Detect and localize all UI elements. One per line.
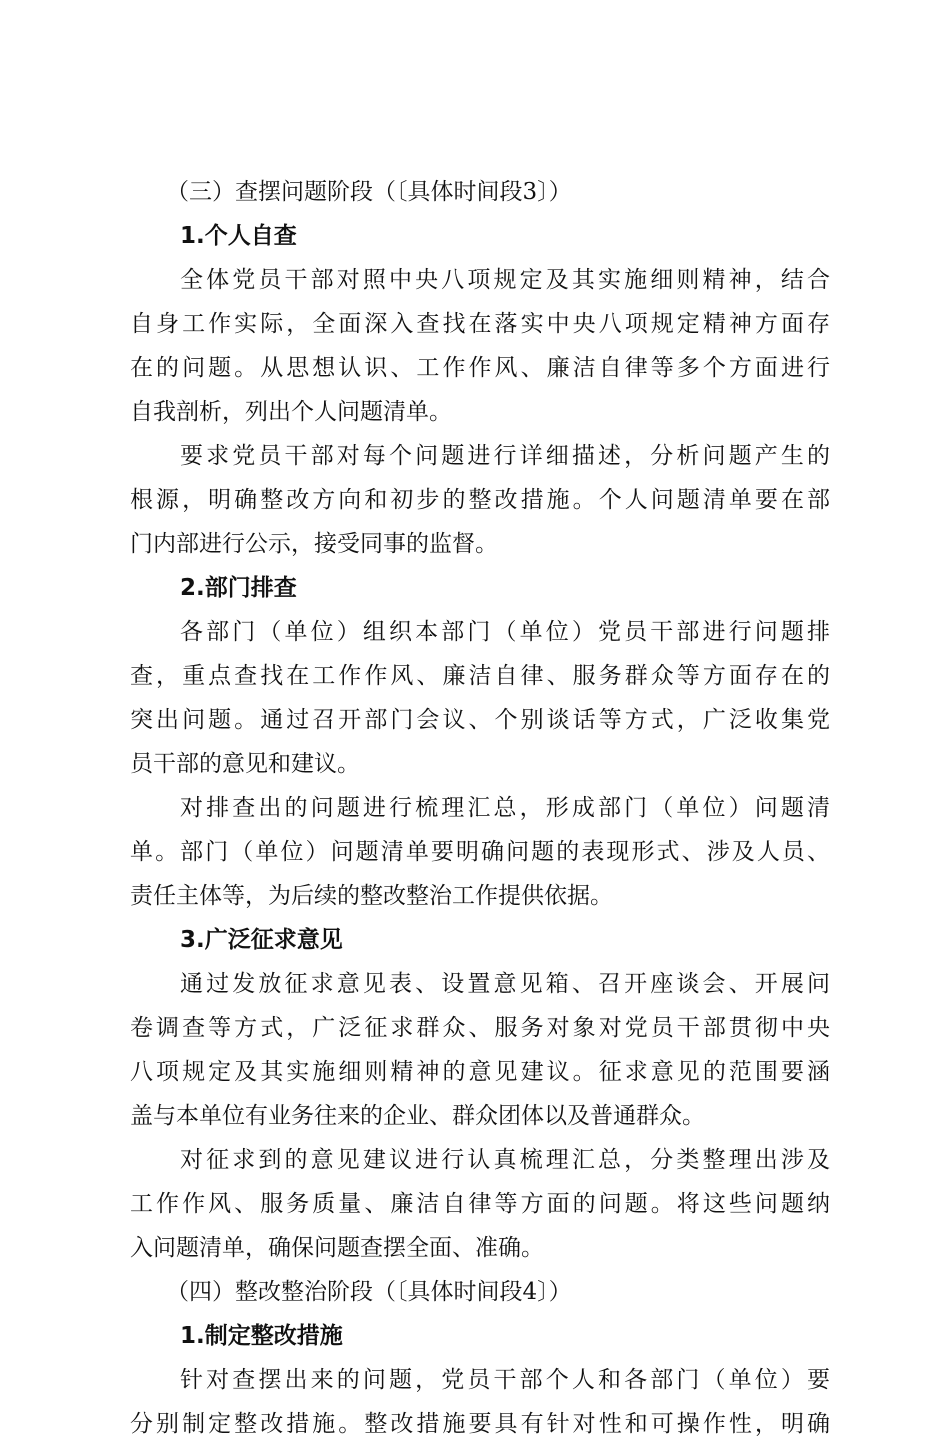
paragraph-line: 员干部的意见和建议。 xyxy=(130,751,360,777)
paragraph-line: 根源，明确整改方向和初步的整改措施。个人问题清单要在部 xyxy=(130,487,830,513)
paragraph-line: 门内部进行公示，接受同事的监督。 xyxy=(130,531,498,557)
sub-heading: 3.广泛征求意见 xyxy=(180,927,343,953)
paragraph-line: 通过发放征求意见表、设置意见箱、召开座谈会、开展问 xyxy=(180,971,830,997)
paragraph-line: 分别制定整改措施。整改措施要具有针对性和可操作性，明确 xyxy=(130,1411,830,1437)
paragraph-line: 入问题清单，确保问题查摆全面、准确。 xyxy=(130,1235,544,1261)
document-body xyxy=(130,170,830,1446)
paragraph-line: 自我剖析，列出个人问题清单。 xyxy=(130,399,452,425)
section-heading: （四）整改整治阶段（〔具体时间段4〕） xyxy=(166,1279,572,1305)
paragraph-line: 单。部门（单位）问题清单要明确问题的表现形式、涉及人员、 xyxy=(130,839,830,865)
paragraph-line: 要求党员干部对每个问题进行详细描述，分析问题产生的 xyxy=(180,443,830,469)
section-heading: （三）查摆问题阶段（〔具体时间段3〕） xyxy=(166,179,572,205)
paragraph-line: 对征求到的意见建议进行认真梳理汇总，分类整理出涉及 xyxy=(180,1147,830,1173)
paragraph-line: 工作作风、服务质量、廉洁自律等方面的问题。将这些问题纳 xyxy=(130,1191,830,1217)
paragraph-line: 盖与本单位有业务往来的企业、群众团体以及普通群众。 xyxy=(130,1103,705,1129)
paragraph-line: 全体党员干部对照中央八项规定及其实施细则精神，结合 xyxy=(180,267,830,293)
paragraph-line: 查，重点查找在工作作风、廉洁自律、服务群众等方面存在的 xyxy=(130,663,830,689)
paragraph-line: 各部门（单位）组织本部门（单位）党员干部进行问题排 xyxy=(180,619,830,645)
paragraph-line: 卷调查等方式，广泛征求群众、服务对象对党员干部贯彻中央 xyxy=(130,1015,830,1041)
paragraph-line: 针对查摆出来的问题，党员干部个人和各部门（单位）要 xyxy=(180,1367,830,1393)
paragraph-line: 突出问题。通过召开部门会议、个别谈话等方式，广泛收集党 xyxy=(130,707,830,733)
paragraph-line: 八项规定及其实施细则精神的意见建议。征求意见的范围要涵 xyxy=(130,1059,830,1085)
sub-heading: 1.个人自查 xyxy=(180,223,297,249)
paragraph-line: 对排查出的问题进行梳理汇总，形成部门（单位）问题清 xyxy=(180,795,830,821)
paragraph-line: 自身工作实际，全面深入查找在落实中央八项规定精神方面存 xyxy=(130,311,830,337)
sub-heading: 1.制定整改措施 xyxy=(180,1323,343,1349)
paragraph-line: 责任主体等，为后续的整改整治工作提供依据。 xyxy=(130,883,613,909)
sub-heading: 2.部门排查 xyxy=(180,575,297,601)
paragraph-line: 在的问题。从思想认识、工作作风、廉洁自律等多个方面进行 xyxy=(130,355,830,381)
